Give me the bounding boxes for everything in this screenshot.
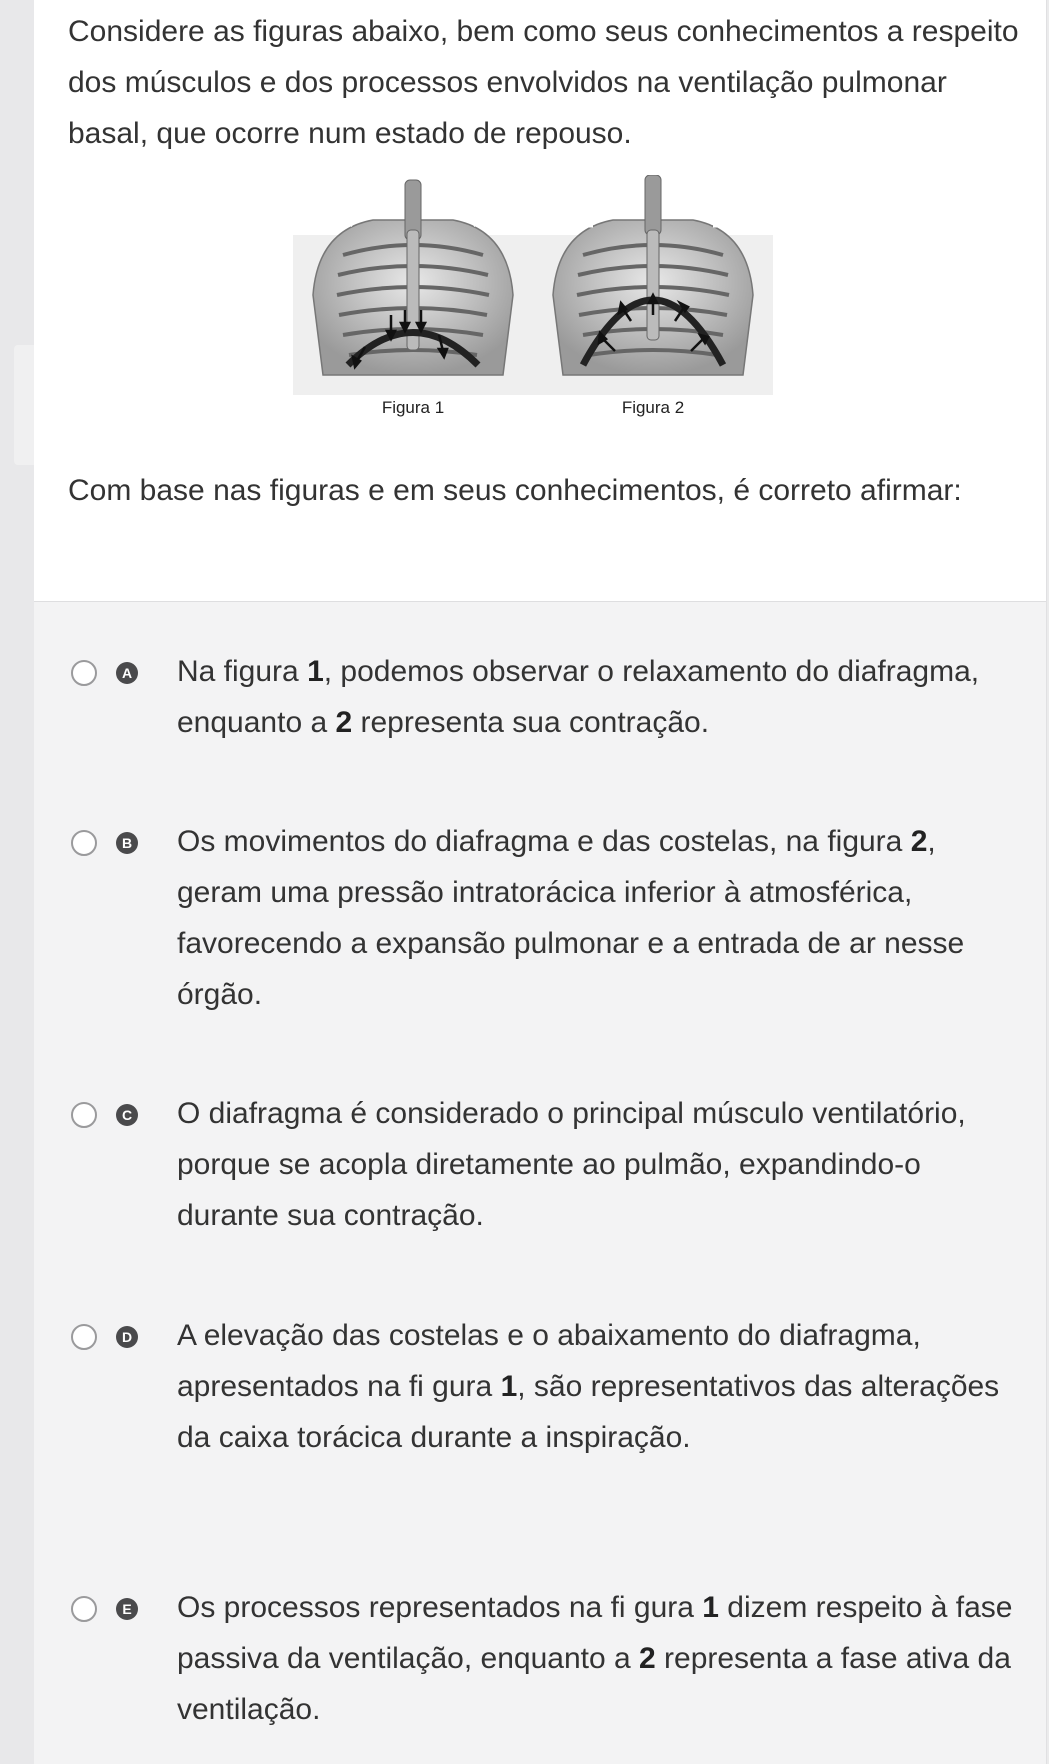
question-intro: Considere as figuras abaixo, bem como seus conhecimentos a respeito dos músculos e dos processos envolvidos na ventilação pulmonar basal, que ocorre num estado de repouso. — [68, 15, 1019, 150]
option-letter-badge: C — [116, 1104, 138, 1126]
radio-button[interactable] — [71, 1102, 97, 1128]
option-text: Os movimentos do diafragma e das costelas, na figura 2, geram uma pressão intratorácica inferior à atmosférica, favorecendo a expansão pulmonar e a entrada de ar nesse órgão. — [177, 825, 965, 1011]
option-letter-badge: B — [116, 832, 138, 854]
option-text: A elevação das costelas e o abaixamento do diafragma, apresentados na fi gura 1, são representativos das alterações da caixa torácica durante a inspiração. — [177, 1319, 1000, 1454]
radio-button[interactable] — [71, 1324, 97, 1350]
radio-button[interactable] — [71, 660, 97, 686]
option-text: Na figura 1, podemos observar o relaxamento do diafragma, enquanto a 2 representa sua contração. — [177, 655, 980, 739]
option-letter-badge: A — [116, 662, 138, 684]
left-margin — [0, 0, 34, 1764]
figure-1-caption: Figura 1 — [381, 398, 445, 417]
question-card — [34, 0, 1047, 1764]
side-tab — [14, 345, 34, 465]
figures-row — [293, 175, 823, 425]
figure-1 — [293, 175, 533, 425]
thorax-inspiration-diagram — [293, 175, 533, 395]
option-text: Os processos representados na fi gura 1 dizem respeito à fase passiva da ventilação, enquanto a 2 representa a fase ativa da ventilação. — [177, 1591, 1013, 1726]
option-letter-badge: E — [116, 1598, 138, 1620]
figure-2 — [533, 175, 773, 425]
option-letter-badge: D — [116, 1326, 138, 1348]
figure-2-caption: Figura 2 — [621, 398, 685, 417]
radio-button[interactable] — [71, 830, 97, 856]
thorax-expiration-diagram — [533, 175, 773, 395]
question-statement — [34, 0, 1046, 602]
radio-button[interactable] — [71, 1596, 97, 1622]
option-text: O diafragma é considerado o principal músculo ventilatório, porque se acopla diretamente ao pulmão, expandindo-o durante sua contração. — [177, 1097, 966, 1232]
question-prompt: Com base nas figuras e em seus conhecimentos, é correto afirmar: — [68, 474, 962, 507]
